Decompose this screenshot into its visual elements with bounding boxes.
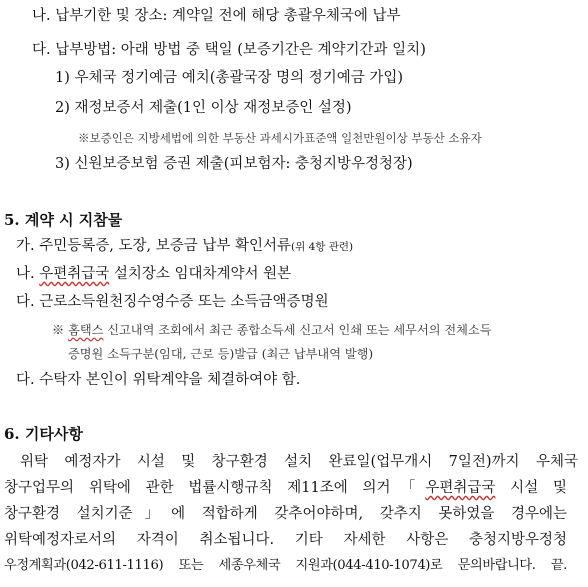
hometax-note-line2: 증명원 소득구분(임대, 근로 등)발급 (최근 납부내역 발행) xyxy=(68,347,374,361)
bring-item-na xyxy=(16,264,291,284)
other-para-line3-text: 창구환경 설치기준」에 적합하게 갖추어야하며, 갖추지 못하였을 경우에는 xyxy=(4,506,567,522)
bring-item-ga-text: 가. 주민등록증, 도장, 보증금 납부 확인서류 xyxy=(16,238,291,254)
hometax-note-line1 xyxy=(52,320,491,340)
section-5-heading: 5. 계약 시 지참물 xyxy=(4,211,123,229)
bring-item-da: 다. 근로소득원천징수영수증 또는 소득금액증명원 xyxy=(16,294,329,310)
section-6-heading: 6. 기타사항 xyxy=(4,425,83,443)
hometax-note-rest: 신고내역 조회에서 최근 종합소득세 신고서 인쇄 또는 세무서의 전체소득 xyxy=(103,323,492,337)
other-para-line2-a: 창구업무의 위탁에 관한 법률시행규칙 제11조에 의거「 xyxy=(4,480,426,496)
hometax-note-prefix: ※ xyxy=(52,323,69,337)
other-para-line1-text: 위탁 예정자가 시설 및 창구환경 설치 완료일(업무개시 7일전)까지 우체국 xyxy=(20,454,578,470)
bring-item-na-underlined: 우편취급국 xyxy=(39,266,110,282)
payment-deadline-item: 나. 납부기한 및 장소: 계약일 전에 해당 총괄우체국에 납부 xyxy=(32,8,401,24)
hometax-note-underlined: 홈택스 xyxy=(68,323,104,337)
other-para-line4 xyxy=(4,530,567,550)
bring-item-da-2: 다. 수탁자 본인이 위탁계약을 체결하여야 함. xyxy=(16,372,301,388)
other-para-line5-text: 우정계획과(042-611-1116) 또는 세종우체국 지원과(044-410-1074)로 문의바랍니다. 끝. xyxy=(4,558,567,573)
other-para-line2-underlined: 우편취급국 xyxy=(425,480,496,496)
other-para-line2 xyxy=(4,478,567,498)
bring-item-na-rest: 설치장소 임대차계약서 원본 xyxy=(109,266,292,282)
bring-item-ga xyxy=(16,236,353,257)
payment-method-item: 다. 납부방법: 아래 방법 중 택일 (보증기간은 계약기간과 일치) xyxy=(32,42,426,58)
payment-option-2: 2) 재정보증서 제출(1인 이상 재정보증인 설정) xyxy=(55,100,352,116)
other-para-line5 xyxy=(4,556,567,576)
other-para-line2-text xyxy=(4,478,567,498)
bring-item-ga-ref: (위 4항 관련) xyxy=(291,241,354,253)
other-para-line2-b: 시설 및 xyxy=(495,480,567,496)
other-para-line3 xyxy=(4,504,567,524)
guarantor-note: ※보증인은 지방세법에 의한 부동산 과세시가표준액 일천만원이상 부동산 소유자 xyxy=(78,131,482,145)
payment-option-3: 3) 신원보증보험 증권 제출(피보험자: 충청지방우정청장) xyxy=(55,156,413,172)
bring-item-na-prefix: 나. xyxy=(16,266,40,282)
other-para-line1 xyxy=(20,452,578,472)
payment-option-1: 1) 우체국 정기예금 예치(총괄국장 명의 정기예금 가입) xyxy=(55,70,403,86)
other-para-line4-text: 위탁예정자로서의 자격이 취소됩니다. 기타 자세한 사항은 충청지방우정청 xyxy=(4,532,567,548)
